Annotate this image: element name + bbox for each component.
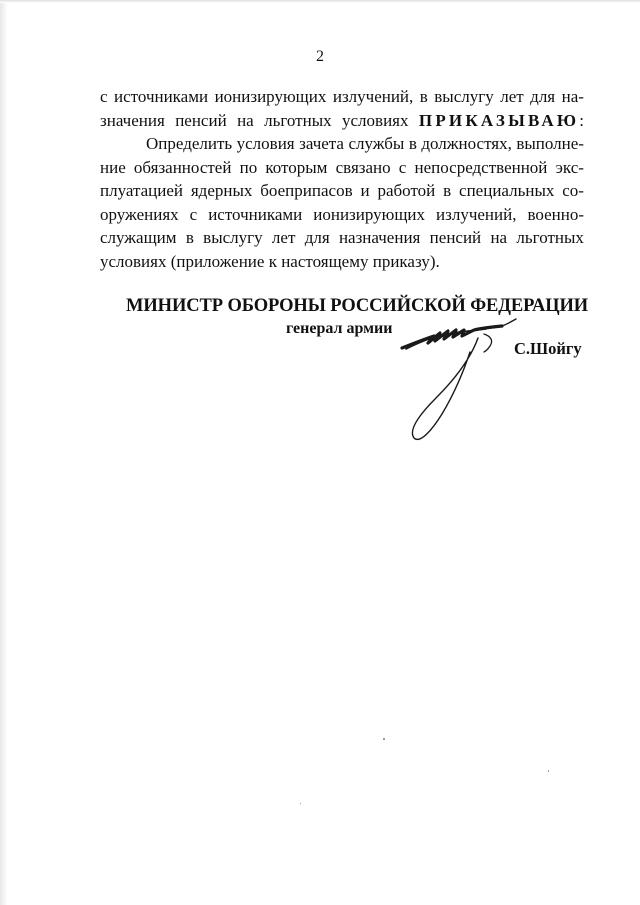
word: на [237, 110, 254, 130]
text-line [100, 85, 584, 109]
word: ядерных [190, 181, 253, 200]
word: военно- [527, 204, 584, 224]
order-keyword [419, 109, 584, 133]
word: обязанностей [133, 157, 232, 177]
word: в [408, 134, 417, 153]
text-line [100, 156, 584, 180]
word: с [189, 204, 198, 224]
word: для [304, 228, 330, 247]
word: с [398, 157, 407, 177]
text-line [100, 109, 584, 133]
handwritten-signature [398, 318, 528, 443]
word: выслугу [203, 228, 263, 247]
word: условия [236, 134, 295, 153]
word: излучений, [332, 87, 414, 106]
order-keyword-colon: : [579, 110, 584, 130]
text-line [100, 179, 584, 203]
word: зачета [299, 134, 344, 153]
word: льготных [264, 110, 332, 130]
text-line [100, 132, 584, 156]
word: пенсий [175, 110, 227, 130]
text-line-content: условиях (приложение к настоящему приказу). [100, 251, 440, 271]
scan-speck [300, 803, 301, 804]
word: ионизирующих [313, 204, 426, 224]
word: ние [100, 157, 126, 177]
word: Определить [146, 134, 233, 153]
word: работой [377, 181, 436, 200]
word: должностях, [421, 134, 512, 153]
word: по [239, 157, 258, 177]
scan-edge-top [0, 0, 640, 3]
word: экс- [555, 157, 584, 177]
word: выслугу [434, 87, 494, 106]
word: назначения [338, 228, 421, 247]
text-line [100, 250, 584, 274]
word: условиях [342, 110, 409, 130]
word: со- [562, 181, 584, 200]
word: лет [271, 228, 296, 247]
word: боеприпасов [260, 181, 353, 200]
signatory-title: МИНИСТР ОБОРОНЫ РОССИЙСКОЙ ФЕДЕРАЦИИ [126, 296, 589, 316]
word: источниками [114, 87, 209, 106]
word: оружениях [100, 204, 179, 224]
signatory-rank: генерал армии [286, 320, 393, 337]
signatory-name: С.Шойгу [514, 339, 582, 358]
word: лет [500, 87, 524, 106]
word: пенсий [429, 228, 482, 247]
scan-speck [383, 738, 385, 740]
word: которым [265, 157, 328, 177]
scan-speck [548, 770, 549, 772]
word: на [490, 228, 508, 247]
word: источниками [208, 204, 303, 224]
word: в [443, 181, 452, 200]
word: плуатацией [100, 181, 183, 200]
word: льготных [516, 228, 584, 247]
word: ионизирующих [214, 87, 327, 106]
word: значения [100, 110, 165, 130]
word: непосредственной [414, 157, 548, 177]
word: служащим [100, 228, 177, 247]
word: выполне- [516, 134, 584, 153]
word: специальных [459, 181, 555, 200]
word: в [419, 87, 428, 106]
word: излучений, [436, 204, 517, 224]
word: для [530, 87, 556, 106]
word: на- [561, 87, 584, 106]
scan-edge-left [0, 0, 8, 905]
page-number: 2 [316, 48, 324, 65]
text-line [100, 226, 584, 250]
word: службы [348, 134, 405, 153]
word: с [100, 87, 108, 106]
text-line [100, 203, 584, 227]
word: и [360, 181, 370, 200]
order-body-text [100, 85, 584, 273]
word: связано [335, 157, 391, 177]
word: в [185, 228, 194, 247]
order-keyword-text: ПРИКАЗЫВАЮ [418, 110, 580, 130]
